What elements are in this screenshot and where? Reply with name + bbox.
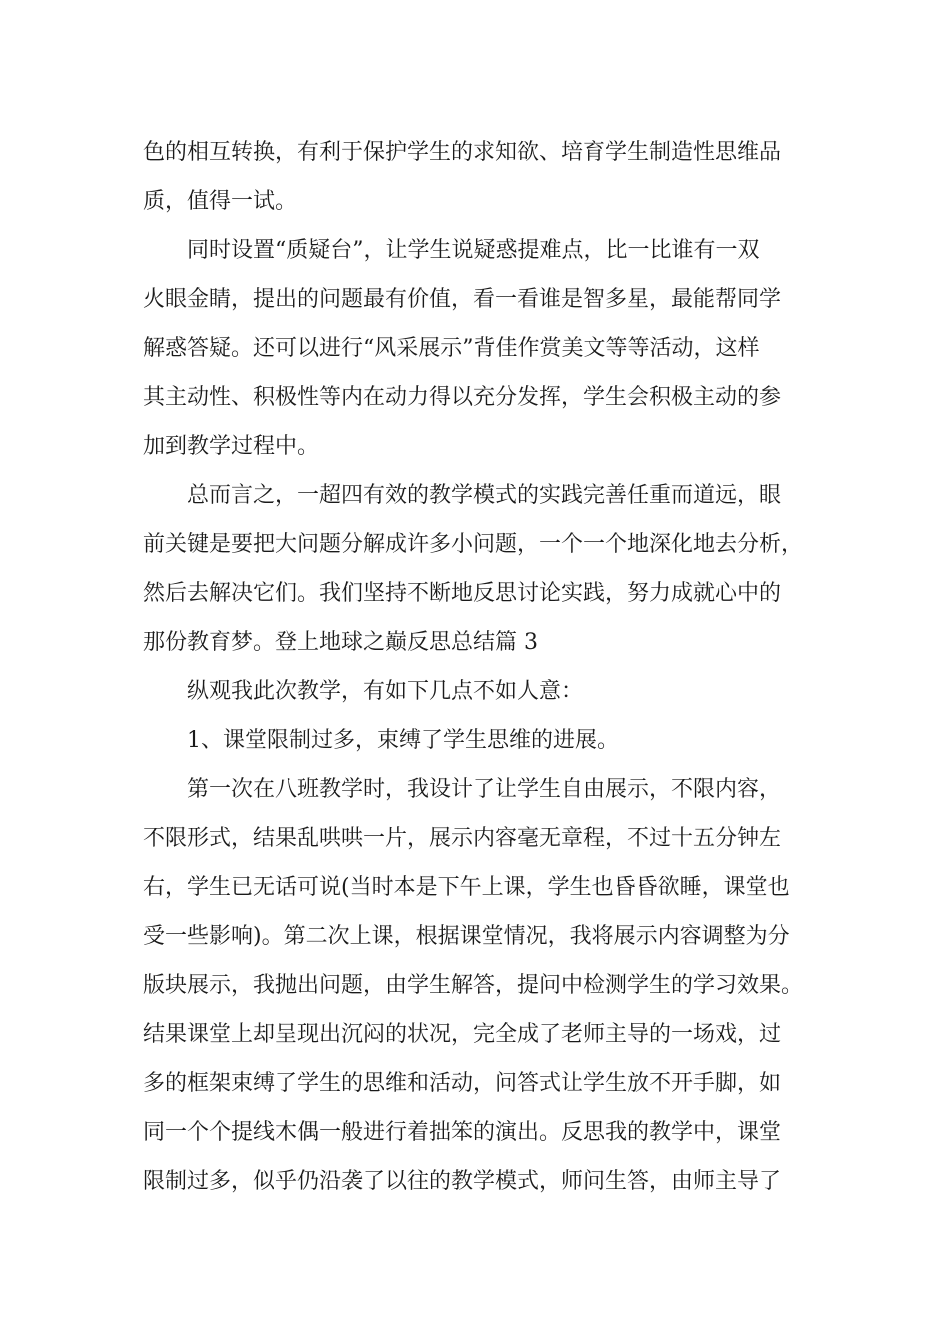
text-line: 限制过多，似乎仍沿袭了以往的教学模式，师问生答，由师主导了: [143, 1169, 782, 1194]
text-line: 1、课堂限制过多，束缚了学生思维的进展。: [143, 728, 619, 753]
text-line: 纵观我此次教学，有如下几点不如人意：: [143, 679, 584, 704]
text-line: 解惑答疑。还可以进行“风采展示”背佳作赏美文等等活动，这样: [143, 336, 760, 361]
text-line: 第一次在八班教学时，我设计了让学生自由展示，不限内容，: [143, 777, 782, 802]
text-line: 右，学生已无话可说(当时本是下午上课，学生也昏昏欲睡，课堂也: [143, 875, 790, 900]
text-line: 火眼金睛，提出的问题最有价值，看一看谁是智多星，最能帮同学: [143, 287, 782, 312]
text-line: 结果课堂上却呈现出沉闷的状况，完全成了老师主导的一场戏，过: [143, 1022, 782, 1047]
text-line: 多的框架束缚了学生的思维和活动，问答式让学生放不开手脚，如: [143, 1071, 782, 1096]
text-line: 不限形式，结果乱哄哄一片，展示内容毫无章程，不过十五分钟左: [143, 826, 782, 851]
text-line: 质，值得一试。: [143, 189, 298, 214]
text-line: 版块展示，我抛出问题，由学生解答，提问中检测学生的学习效果。: [143, 973, 804, 998]
text-line: 前关键是要把大问题分解成许多小问题，一个一个地深化地去分析，: [143, 532, 804, 557]
text-line: 色的相互转换，有利于保护学生的求知欲、培育学生制造性思维品: [143, 140, 782, 165]
text-line: 加到教学过程中。: [143, 434, 320, 459]
text-line: 然后去解决它们。我们坚持不断地反思讨论实践，努力成就心中的: [143, 581, 782, 606]
text-line: 那份教育梦。登上地球之巅反思总结篇 3: [143, 630, 538, 655]
body-text: [143, 128, 813, 1206]
text-line: 同时设置“质疑台”，让学生说疑惑提难点，比一比谁有一双: [143, 238, 760, 263]
text-line: 总而言之，一超四有效的教学模式的实践完善任重而道远，眼: [143, 483, 782, 508]
text-line: 其主动性、积极性等内在动力得以充分发挥，学生会积极主动的参: [143, 385, 782, 410]
text-line: 受一些影响)。第二次上课，根据课堂情况，我将展示内容调整为分: [143, 924, 790, 949]
text-line: 同一个个提线木偶一般进行着拙笨的演出。反思我的教学中，课堂: [143, 1120, 782, 1145]
